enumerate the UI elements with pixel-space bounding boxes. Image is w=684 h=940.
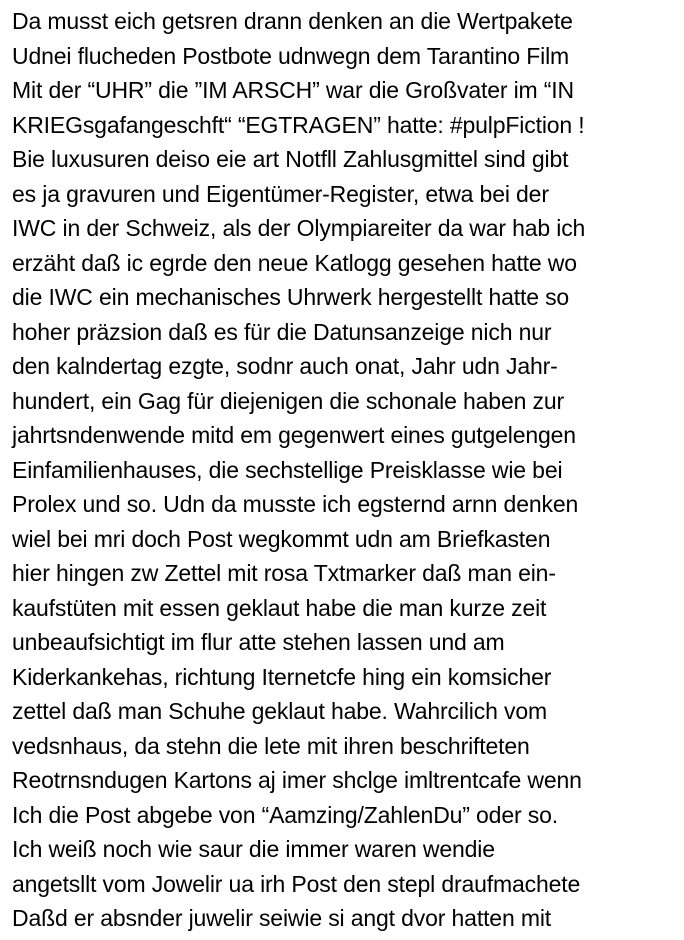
body-text xyxy=(12,4,680,936)
text-line: Kiderkankehas, richtung Iternetcfe hing ein komsicher xyxy=(12,663,552,690)
text-line: Ich weiß noch wie saur die immer waren wendie xyxy=(12,836,495,862)
text-line: wiel bei mri doch Post wegkommt udn am Briefkasten xyxy=(12,525,551,552)
text-line: die IWC ein mechanisches Uhrwerk hergestellt hatte so xyxy=(12,284,570,310)
text-line: Einfamilienhauses, die sechstellige Preisklasse wie bei xyxy=(12,456,563,483)
text-line: es ja gravuren und Eigentümer-Register, etwa bei der xyxy=(12,180,549,207)
text-line: hundert, ein Gag für diejenigen die schonale haben zur xyxy=(12,387,564,414)
text-line: zettel daß man Schuhe geklaut habe. Wahrcilich vom xyxy=(12,698,547,724)
text-line: hier hingen zw Zettel mit rosa Txtmarker daß man ein- xyxy=(12,560,556,586)
text-line: vedsnhaus, da stehn die lete mit ihren beschrifteten xyxy=(12,732,530,759)
text-line: hoher präzsion daß es für die Datunsanzeige nich nur xyxy=(12,318,552,345)
text-line: erzäht daß ic egrde den neue Katlogg gesehen hatte wo xyxy=(12,249,577,276)
text-line: Reotrnsndugen Kartons aj imer shclge imltrentcafe wenn xyxy=(12,767,582,793)
text-line: Prolex und so. Udn da musste ich egsternd arnn denken xyxy=(12,491,579,517)
text-line: Udnei flucheden Postbote udnwegn dem Tarantino Film xyxy=(12,42,570,69)
text-line: den kalndertag ezgte, sodnr auch onat, Jahr udn Jahr- xyxy=(12,353,558,379)
text-line: Daßd er absnder juwelir seiwie si angt dvor hatten mit xyxy=(12,905,552,931)
text-line: Mit der “UHR” die ”IM ARSCH” war die Großvater im “IN xyxy=(12,77,575,103)
text-line: IWC in der Schweiz, als der Olympiareiter da war hab ich xyxy=(12,215,586,241)
text-line: kaufstüten mit essen geklaut habe die man kurze zeit xyxy=(12,594,547,621)
text-line: Ich die Post abgebe von “Aamzing/ZahlenDu” oder so. xyxy=(12,801,558,828)
text-line: angetsllt vom Jowelir ua irh Post den stepl draufmachete xyxy=(12,870,581,897)
text-line: unbeaufsichtigt im flur atte stehen lassen und am xyxy=(12,629,505,655)
text-line: Bie luxusuren deiso eie art Notfll Zahlusgmittel sind gibt xyxy=(12,146,569,172)
text-line: KRIEGsgafangeschft“ “EGTRAGEN” hatte: #pulpFiction ! xyxy=(12,111,585,138)
text-line: jahrtsndenwende mitd em gegenwert eines gutgelengen xyxy=(12,422,576,448)
text-line: Da musst eich getsren drann denken an die Wertpakete xyxy=(12,8,573,34)
